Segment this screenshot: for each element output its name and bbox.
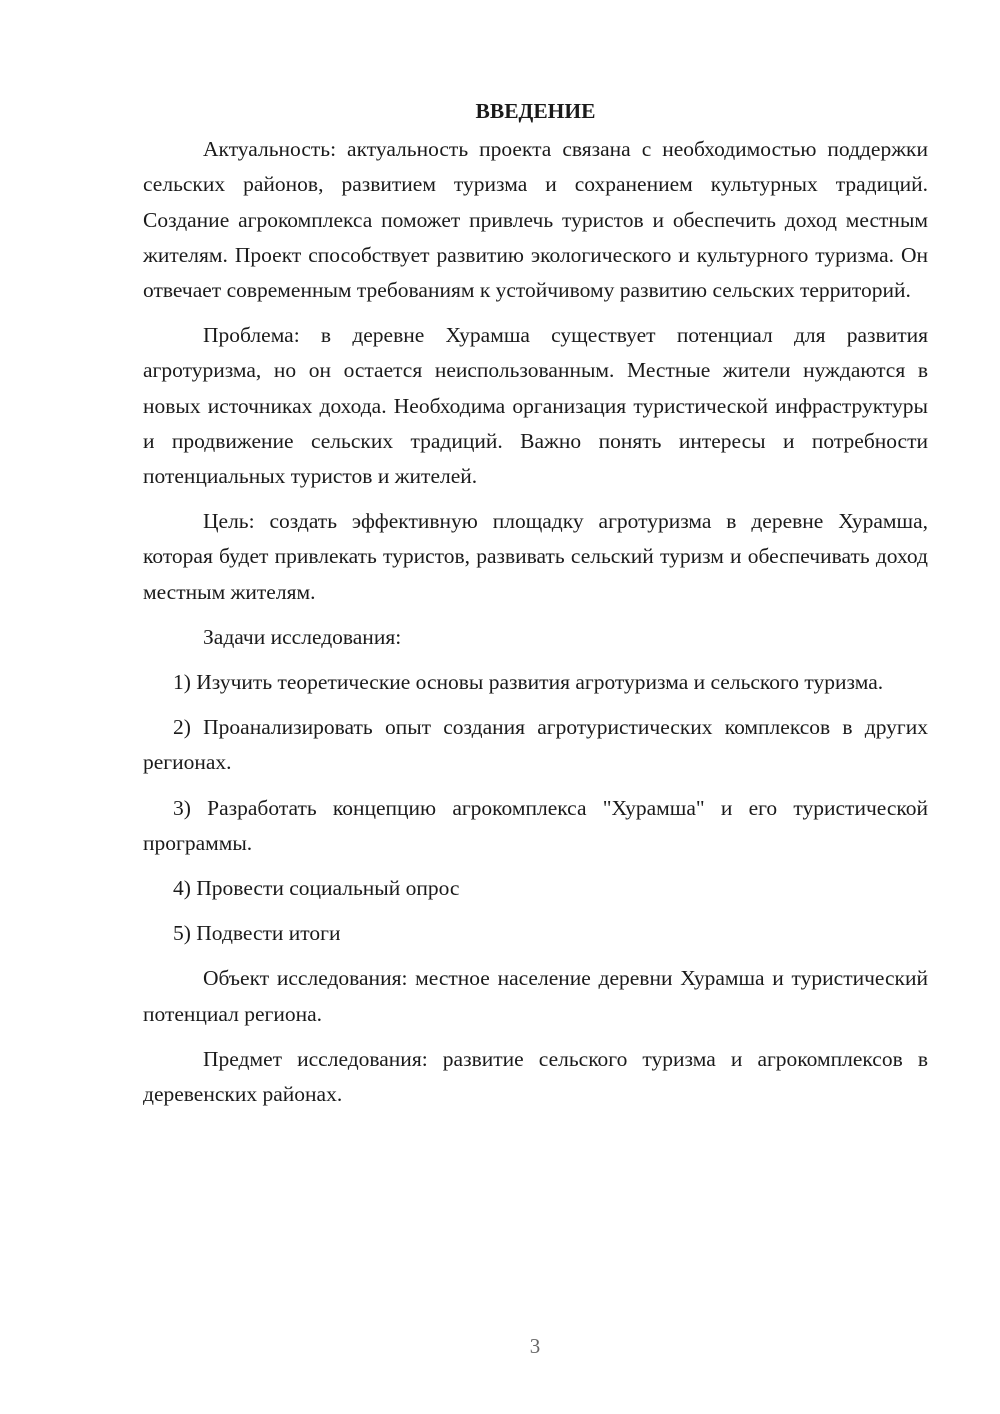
relevance-paragraph: Актуальность: актуальность проекта связана с необходимостью поддержки сельских районов, развитием туризма и сохранением культурных традиций. Создание агрокомплекса поможет привлечь туристов и обеспечить доход местным жителям. Проект способствует развитию экологического и культурного туризма. Он отвечает современным требованиям к устойчивому развитию сельских территорий.	[143, 137, 928, 303]
task-item-4: 4) Провести социальный опрос	[173, 876, 460, 901]
page-content	[143, 94, 928, 1122]
tasks-title: Задачи исследования:	[203, 624, 402, 649]
object-paragraph: Объект исследования: местное население деревни Хурамша и туристический потенциал региона.	[143, 966, 928, 1026]
task-item-2: 2) Проанализировать опыт создания агротуристических комплексов в других регионах.	[143, 715, 928, 775]
page-number: 3	[529, 1334, 541, 1358]
subject-paragraph: Предмет исследования: развитие сельского туризма и агрокомплексов в деревенских районах.	[143, 1046, 928, 1107]
task-item-1: 1) Изучить теоретические основы развития агротуризма и сельского туризма.	[173, 670, 884, 695]
problem-paragraph: Проблема: в деревне Хурамша существует потенциал для развития агротуризма, но он остается неиспользованным. Местные жители нуждаются в новых источниках дохода. Необходима организация туристической инфраструктуры и продвижение сельских традиций. Важно понять интересы и потребности потенциальных туристов и жителей.	[143, 323, 928, 489]
page-heading: ВВЕДЕНИЕ	[475, 99, 596, 123]
task-item-3: 3) Разработать концепцию агрокомплекса "Хурамша" и его туристической программы.	[143, 795, 928, 855]
task-item-5: 5) Подвести итоги	[173, 921, 341, 946]
goal-paragraph: Цель: создать эффективную площадку агротуризма в деревне Хурамша, которая будет привлекать туристов, развивать сельский туризм и обеспечивать доход местным жителям.	[143, 509, 928, 604]
